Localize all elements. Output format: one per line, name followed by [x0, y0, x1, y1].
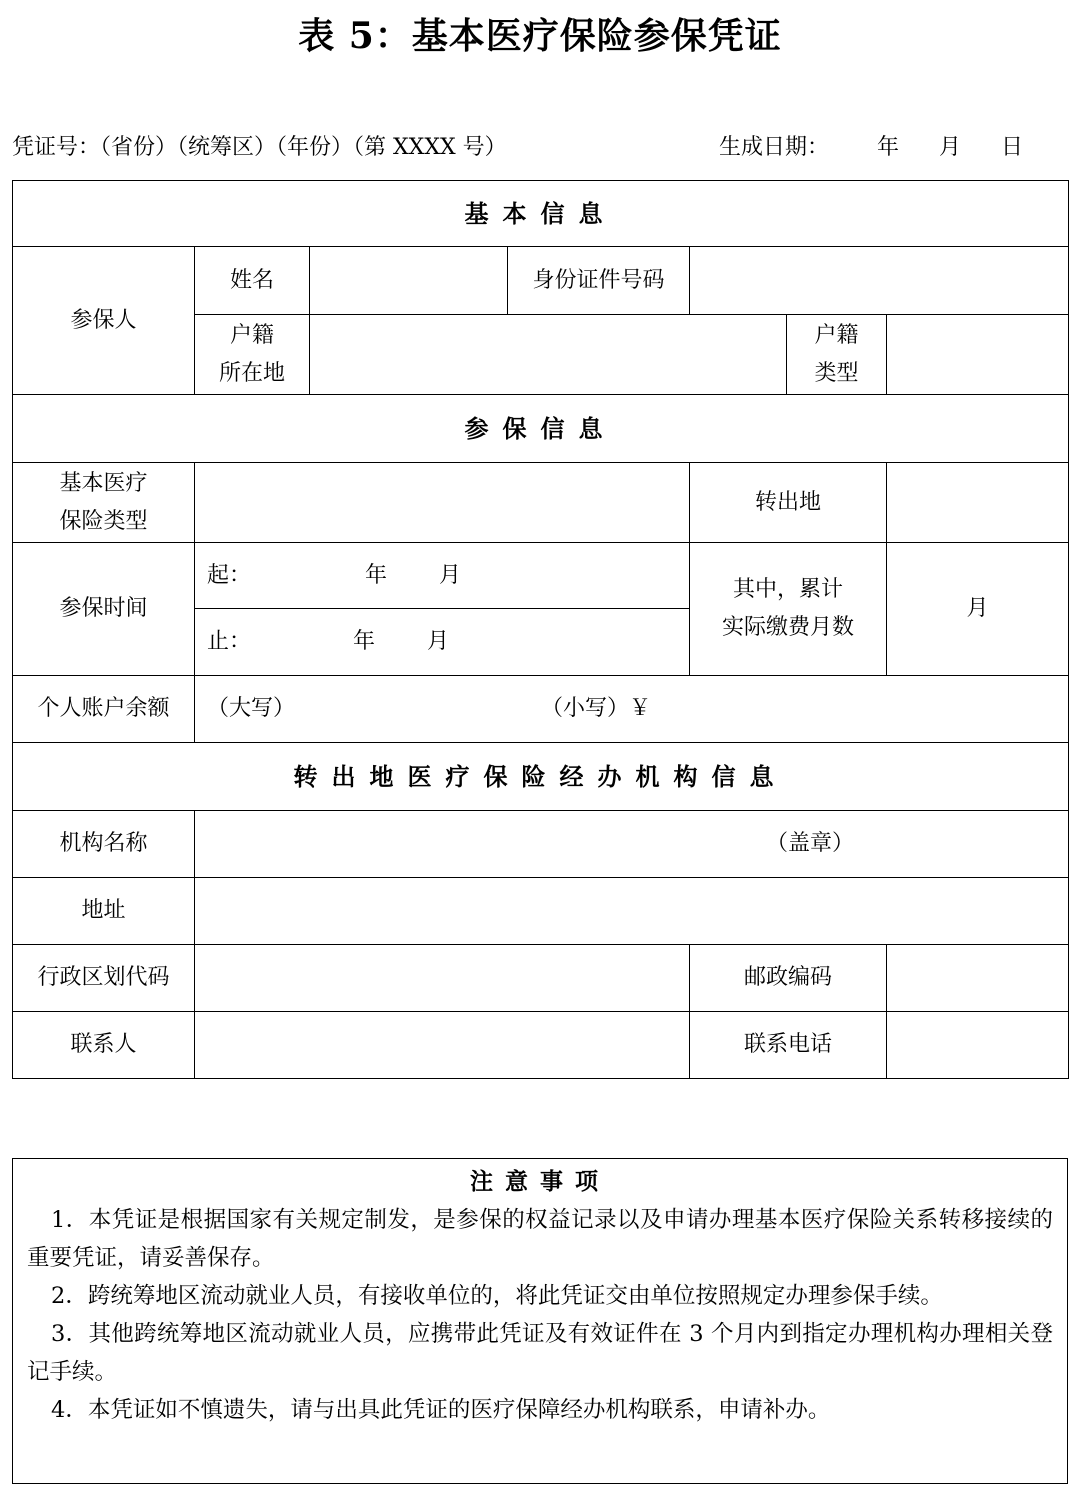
hukou-location-label	[195, 315, 310, 395]
voucher-number: 凭证号：（省份）（统筹区）（年份）（第 XXXX 号）	[12, 135, 507, 160]
notes-title: 注意事项	[470, 1168, 610, 1195]
address-field[interactable]	[195, 878, 1069, 945]
period-start-month: 月	[439, 562, 462, 588]
agency-name-label: 机构名称	[13, 811, 195, 878]
region-code-field[interactable]	[195, 945, 690, 1012]
postal-code-field[interactable]	[887, 945, 1069, 1012]
postal-code-label: 邮政编码	[690, 945, 887, 1012]
period-start-year: 年	[365, 562, 388, 588]
hukou-type-field[interactable]	[887, 315, 1069, 395]
insurance-type-label-line2: 保险类型	[59, 508, 148, 534]
voucher-meta	[12, 128, 1068, 168]
insured-person-label: 参保人	[13, 247, 195, 395]
region-code-label: 行政区划代码	[13, 945, 195, 1012]
generation-date-label: 生成日期：	[719, 135, 830, 160]
contact-phone-label: 联系电话	[690, 1012, 887, 1079]
hukou-location-field[interactable]	[310, 315, 787, 395]
agency-name-field[interactable]	[195, 811, 1069, 878]
balance-uppercase-label: （大写）	[207, 696, 296, 721]
page-title: 表 5：基本医疗保险参保凭证	[298, 15, 782, 57]
note-item-4: 4．本凭证如不慎遗失，请与出具此凭证的医疗保障经办机构联系，申请补办。	[51, 1397, 831, 1423]
period-start-label: 起：	[207, 562, 252, 588]
address-label: 地址	[13, 878, 195, 945]
name-label: 姓名	[195, 247, 310, 315]
insurance-voucher-form	[12, 180, 1069, 1079]
period-start-field[interactable]	[195, 543, 690, 609]
paid-months-label	[690, 543, 887, 676]
hukou-type-label	[787, 315, 887, 395]
hukou-location-label-line2: 所在地	[218, 360, 285, 386]
contact-person-field[interactable]	[195, 1012, 690, 1079]
account-balance-field[interactable]	[195, 676, 1069, 743]
contact-person-label: 联系人	[13, 1012, 195, 1079]
period-end-month: 月	[427, 629, 450, 654]
note-item-2: 2．跨统筹地区流动就业人员，有接收单位的，将此凭证交由单位按照规定办理参保手续。	[51, 1283, 943, 1309]
notes-box	[12, 1158, 1068, 1484]
period-end-year: 年	[353, 629, 376, 654]
note-item-3: 3．其他跨统筹地区流动就业人员，应携带此凭证及有效证件在 3 个月内到指定办理机构办理相关登记手续。	[27, 1321, 1053, 1385]
paid-months-unit: 月	[966, 596, 989, 621]
insurance-type-field[interactable]	[195, 463, 690, 543]
name-field[interactable]	[310, 247, 508, 315]
insurance-type-label	[13, 463, 195, 543]
section-insurance-info: 参保信息	[13, 395, 1069, 463]
balance-lowercase-label: （小写）￥	[541, 696, 652, 721]
date-month: 月	[939, 135, 962, 160]
insurance-period-label: 参保时间	[13, 543, 195, 676]
insurance-type-label-line1: 基本医疗	[59, 470, 148, 496]
id-number-field[interactable]	[690, 247, 1069, 315]
paid-months-field[interactable]	[887, 543, 1069, 676]
generation-date	[719, 128, 1023, 168]
hukou-type-label-line2: 类型	[814, 360, 859, 386]
period-end-field[interactable]	[195, 609, 690, 676]
hukou-location-label-line1: 户籍	[229, 322, 274, 348]
note-item-1: 1．本凭证是根据国家有关规定制发，是参保的权益记录以及申请办理基本医疗保险关系转移接续的重要凭证，请妥善保存。	[27, 1207, 1053, 1271]
section-agency-info: 转出地医疗保险经办机构信息	[13, 743, 1069, 811]
date-year: 年	[877, 135, 900, 160]
section-basic-info: 基本信息	[13, 181, 1069, 247]
hukou-type-label-line1: 户籍	[814, 322, 859, 348]
date-day: 日	[1001, 135, 1024, 160]
period-end-label: 止：	[207, 629, 252, 654]
transfer-out-field[interactable]	[887, 463, 1069, 543]
account-balance-label: 个人账户余额	[13, 676, 195, 743]
paid-months-label-line2: 实际缴费月数	[721, 615, 854, 640]
paid-months-label-line1: 其中，累计	[732, 577, 843, 602]
contact-phone-field[interactable]	[887, 1012, 1069, 1079]
seal-label: （盖章）	[765, 831, 854, 856]
transfer-out-label: 转出地	[690, 463, 887, 543]
id-number-label: 身份证件号码	[508, 247, 690, 315]
